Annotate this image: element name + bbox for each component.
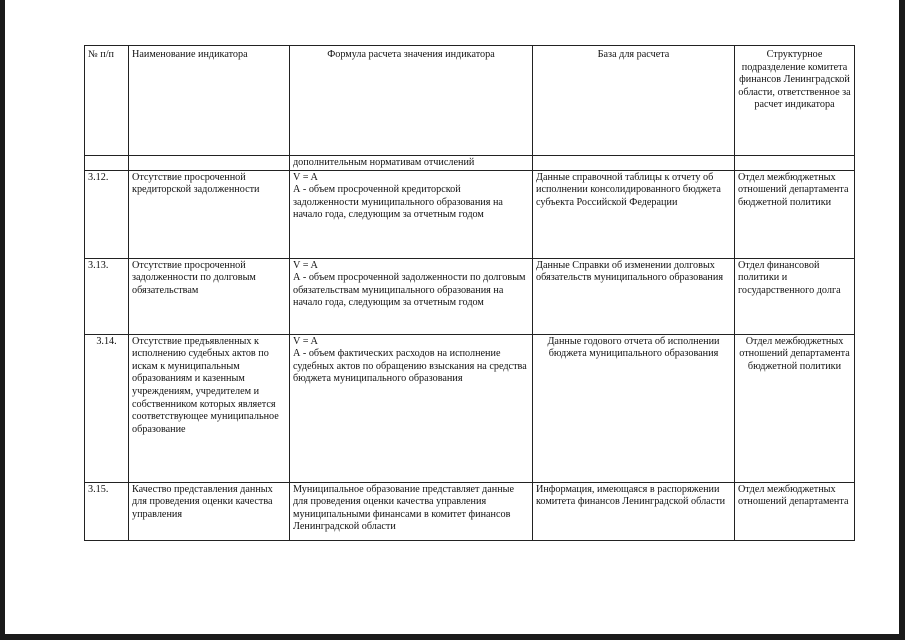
cell-base (533, 156, 735, 171)
cell-department: Отдел межбюджетных отношений департамента (735, 482, 855, 540)
cell-formula: V = A А - объем фактических расходов на исполнение судебных актов по обращению взыскания на средства бюджета муниципального образования (290, 334, 533, 482)
cell-department: Отдел межбюджетных отношений департамента бюджетной политики (735, 170, 855, 258)
cell-name: Отсутствие просроченной кредиторской задолженности (129, 170, 290, 258)
header-number: № п/п (85, 46, 129, 156)
cell-department: Отдел финансовой политики и государственного долга (735, 258, 855, 334)
table-header-row (85, 46, 855, 156)
cell-formula: V = A А - объем просроченной кредиторской задолженности муниципального образования на начало года, следующим за отчетным годом (290, 170, 533, 258)
table-row (85, 334, 855, 482)
header-base: База для расчета (533, 46, 735, 156)
cell-formula: дополнительным нормативам отчислений (290, 156, 533, 171)
header-indicator-name: Наименование индикатора (129, 46, 290, 156)
cell-base: Данные справочной таблицы к отчету об исполнении консолидированного бюджета субъекта Российской Федерации (533, 170, 735, 258)
cell-name (129, 156, 290, 171)
page-border-left (0, 0, 5, 640)
cell-number: 3.15. (85, 482, 129, 540)
cell-department (735, 156, 855, 171)
table-row (85, 156, 855, 171)
header-formula: Формула расчета значения индикатора (290, 46, 533, 156)
cell-number: 3.12. (85, 170, 129, 258)
cell-number: 3.14. (85, 334, 129, 482)
indicators-table (84, 45, 855, 541)
cell-formula: Муниципальное образование представляет данные для проведения оценки качества управления муниципальными финансами в комитет финансов Ленинградской области (290, 482, 533, 540)
table-row (85, 482, 855, 540)
cell-number: 3.13. (85, 258, 129, 334)
table-row (85, 258, 855, 334)
page-border-bottom (0, 634, 905, 640)
cell-name: Качество представления данных для проведения оценки качества управления (129, 482, 290, 540)
cell-name: Отсутствие предъявленных к исполнению судебных актов по искам к муниципальным образованиям и казенным учреждениям, учредителем и собственником которых является соответствующее муниципальное образование (129, 334, 290, 482)
cell-formula: V = A А - объем просроченной задолженности по долговым обязательствам муниципального образования на начало года, следующим за отчетным годом (290, 258, 533, 334)
table-row (85, 170, 855, 258)
cell-base: Данные Справки об изменении долговых обязательств муниципального образования (533, 258, 735, 334)
cell-department: Отдел межбюджетных отношений департамента бюджетной политики (735, 334, 855, 482)
cell-base: Данные годового отчета об исполнении бюджета муниципального образования (533, 334, 735, 482)
cell-name: Отсутствие просроченной задолженности по долговым обязательствам (129, 258, 290, 334)
cell-base: Информация, имеющаяся в распоряжении комитета финансов Ленинградской области (533, 482, 735, 540)
header-department: Структурное подразделение комитета финансов Ленинградской области, ответственное за расчет индикатора (735, 46, 855, 156)
cell-number (85, 156, 129, 171)
page-border-right (899, 0, 905, 640)
